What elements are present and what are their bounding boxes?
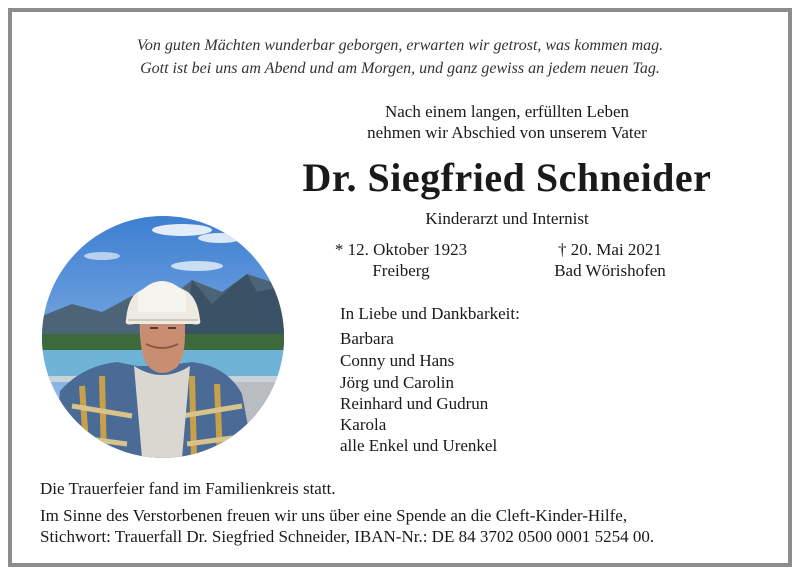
funeral-note: Die Trauerfeier fand im Familienkreis statt.: [40, 479, 336, 498]
mourner-name: Barbara: [340, 329, 394, 348]
birth-date: [316, 240, 486, 260]
birth-place: Freiberg: [372, 261, 430, 280]
mourner-name: alle Enkel und Urenkel: [340, 436, 498, 455]
mourner-name: Reinhard und Gudrun: [340, 394, 489, 413]
portrait-photo-illustration: [42, 216, 284, 458]
death-date: [530, 240, 690, 260]
motto-line-2: Gott ist bei uns am Abend und am Morgen, und ganz gewiss an jedem neuen Tag.: [140, 60, 660, 77]
mourner-name: Jörg und Carolin: [340, 373, 454, 392]
portrait-photo: [42, 216, 284, 458]
mourners-heading: In Liebe und Dankbarkeit:: [340, 304, 520, 323]
death-date-text: 20. Mai 2021: [570, 240, 662, 259]
profession: Kinderarzt und Internist: [425, 209, 589, 228]
death-cross-icon: †: [558, 240, 567, 259]
donation-line-1: Im Sinne des Verstorbenen freuen wir uns über eine Spende an die Cleft-Kinder-Hilfe,: [40, 506, 628, 525]
mourner-name: Karola: [340, 415, 387, 434]
motto-line-1: Von guten Mächten wunderbar geborgen, erwarten wir getrost, was kommen mag.: [136, 37, 664, 54]
birth-star-icon: *: [334, 240, 344, 259]
birth-date-text: 12. Oktober 1923: [347, 240, 468, 259]
deceased-name: Dr. Siegfried Schneider: [302, 155, 712, 200]
intro-line-2: nehmen wir Abschied von unserem Vater: [367, 123, 647, 142]
donation-line-2: Stichwort: Trauerfall Dr. Siegfried Schneider, IBAN-Nr.: DE 84 3702 0500 0001 5254 00.: [40, 527, 655, 546]
mourner-name: Conny und Hans: [340, 351, 455, 370]
death-place: Bad Wörishofen: [554, 261, 666, 280]
intro-line-1: Nach einem langen, erfüllten Leben: [384, 102, 630, 121]
